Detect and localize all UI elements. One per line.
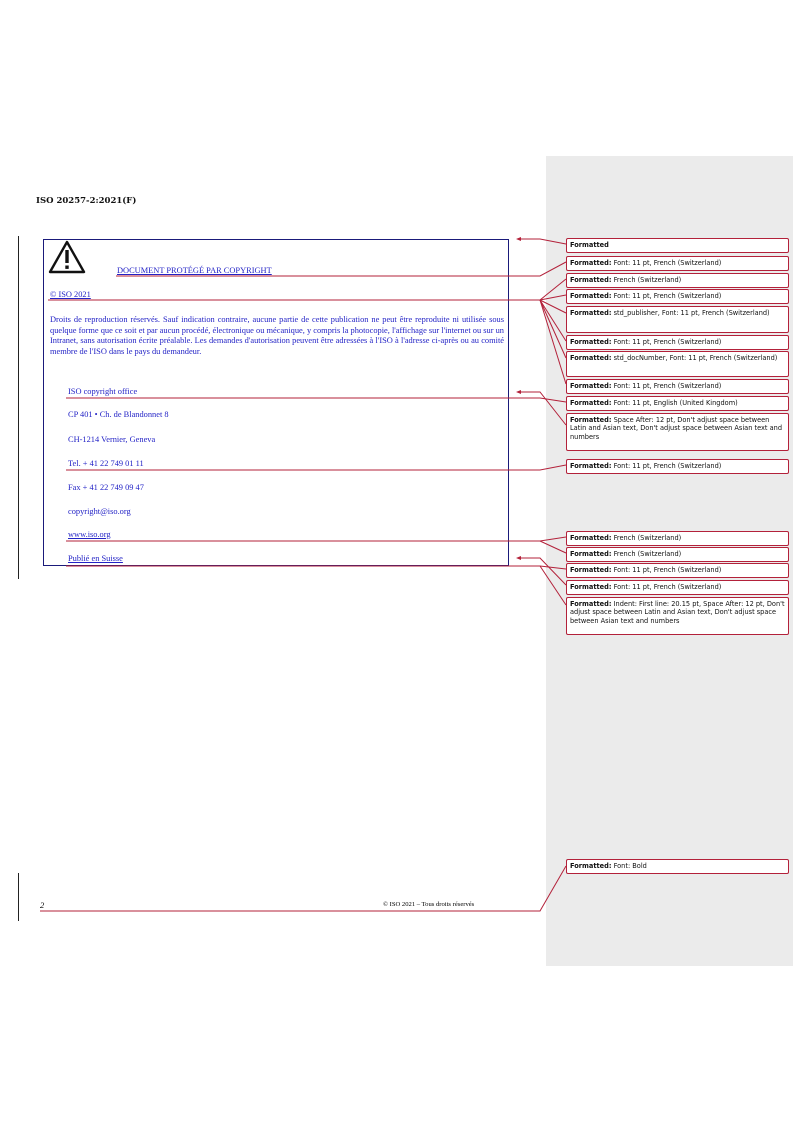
balloon-label: Formatted: [570, 309, 612, 317]
balloon-text: French (Switzerland) [613, 550, 682, 558]
balloon-label: Formatted: [570, 399, 612, 407]
balloon-label: Formatted: [570, 462, 612, 470]
rights-paragraph: Droits de reproduction réservés. Sauf indication contraire, aucune partie de cette publication ne peut être reproduite ni utilisée sous quelque forme que ce soit et par aucun procédé, électronique ou mécanique, y compris la photocopie, l'affichage sur l'internet ou sur un Intranet, sans autorisation écrite préalable. Les demandes d'autorisation peuvent être adressées à l'ISO à l'adresse ci-après ou au comité membre de l'ISO dans le pays du demandeur. [50, 315, 504, 356]
balloon-label: Formatted: [570, 382, 612, 390]
formatted-balloon[interactable] [566, 379, 789, 394]
balloon-text: French (Switzerland) [613, 276, 682, 284]
balloon-label: Formatted: [570, 354, 612, 362]
balloon-label: Formatted: [570, 292, 612, 300]
balloon-text: Font: 11 pt, French (Switzerland) [613, 462, 722, 470]
address-tel: Tel. + 41 22 749 01 11 [68, 459, 144, 468]
balloon-label: Formatted: [570, 550, 612, 558]
document-id-header: ISO 20257-2:2021(F) [36, 196, 137, 206]
balloon-label: Formatted [570, 241, 609, 249]
balloon-text: Font: 11 pt, French (Switzerland) [613, 583, 722, 591]
formatted-balloon[interactable] [566, 273, 789, 288]
formatted-balloon[interactable] [566, 396, 789, 411]
formatted-balloon[interactable] [566, 256, 789, 271]
balloon-label: Formatted: [570, 862, 612, 870]
published-line: Publié en Suisse [68, 554, 123, 563]
formatted-balloon[interactable] [566, 597, 789, 635]
address-fax: Fax + 41 22 749 09 47 [68, 483, 144, 492]
formatted-balloon[interactable] [566, 547, 789, 562]
balloon-text: Font: 11 pt, French (Switzerland) [613, 382, 722, 390]
balloon-text: Indent: First line: 20.15 pt, Space After: 12 pt, Don't adjust space between Latin and Asian text, Don't adjust space between Asian text and numbers [570, 600, 785, 625]
formatted-balloon[interactable] [566, 563, 789, 578]
formatted-balloon[interactable] [566, 351, 789, 377]
address-office: ISO copyright office [68, 387, 138, 396]
balloon-label: Formatted: [570, 583, 612, 591]
formatted-balloon[interactable] [566, 238, 789, 253]
balloon-label: Formatted: [570, 416, 612, 424]
address-web-link[interactable]: www.iso.org [68, 530, 111, 539]
formatted-balloon[interactable] [566, 531, 789, 546]
balloon-label: Formatted: [570, 259, 612, 267]
balloon-label: Formatted: [570, 276, 612, 284]
balloon-label: Formatted: [570, 566, 612, 574]
copyright-line: © ISO 2021 [50, 290, 91, 299]
formatted-balloon[interactable] [566, 459, 789, 474]
balloon-text: French (Switzerland) [613, 534, 682, 542]
notice-title: DOCUMENT PROTÉGÉ PAR COPYRIGHT [117, 266, 272, 275]
balloon-text: Font: 11 pt, French (Switzerland) [613, 259, 722, 267]
balloon-label: Formatted: [570, 534, 612, 542]
address-email[interactable]: copyright@iso.org [68, 507, 131, 516]
balloon-label: Formatted: [570, 600, 612, 608]
formatted-balloon[interactable] [566, 335, 789, 350]
formatted-balloon[interactable] [566, 859, 789, 874]
balloon-text: Space After: 12 pt, Don't adjust space between Latin and Asian text, Don't adjust space between Asian text and numbers [570, 416, 783, 441]
balloon-text: Font: Bold [613, 862, 647, 870]
balloon-text: Font: 11 pt, French (Switzerland) [613, 338, 722, 346]
balloon-text: Font: 11 pt, French (Switzerland) [613, 566, 722, 574]
address-city: CH-1214 Vernier, Geneva [68, 435, 156, 444]
footer-copyright: © ISO 2021 – Tous droits réservés [383, 901, 475, 908]
formatted-balloon[interactable] [566, 289, 789, 304]
formatted-balloon[interactable] [566, 306, 789, 333]
balloon-label: Formatted: [570, 338, 612, 346]
formatted-balloon[interactable] [566, 580, 789, 595]
balloon-text: Font: 11 pt, English (United Kingdom) [613, 399, 738, 407]
formatted-balloon[interactable] [566, 413, 789, 451]
address-street: CP 401 • Ch. de Blandonnet 8 [68, 410, 169, 419]
balloon-text: Font: 11 pt, French (Switzerland) [613, 292, 722, 300]
balloon-text: std_docNumber, Font: 11 pt, French (Switzerland) [613, 354, 778, 362]
balloon-text: std_publisher, Font: 11 pt, French (Switzerland) [613, 309, 770, 317]
page-number: 2 [40, 900, 45, 910]
